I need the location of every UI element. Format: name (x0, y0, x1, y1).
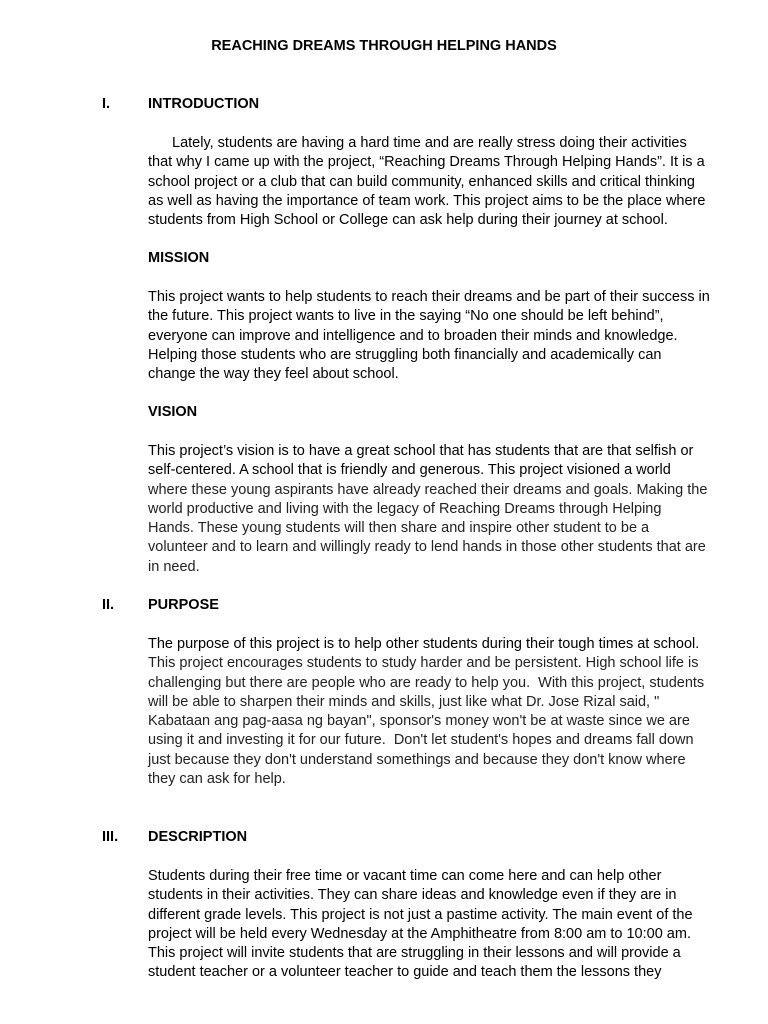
mission-paragraph (148, 288, 738, 384)
paragraph-line: challenging but there are people who are ready to help you. With this project, students (148, 674, 705, 691)
section-heading-mission: MISSION (148, 250, 210, 266)
section-heading-vision: VISION (148, 404, 198, 420)
section-heading-purpose: PURPOSE (148, 597, 219, 613)
description-paragraph (148, 867, 738, 983)
paragraph-line: Students during their free time or vacant time can come here and can help other (148, 868, 662, 884)
document-title: REACHING DREAMS THROUGH HELPING HANDS (211, 38, 557, 54)
paragraph-line: Lately, students are having a hard time and are really stress doing their activities (172, 135, 687, 151)
paragraph-line: This project will invite students that are struggling in their lessons and will provide a (148, 945, 681, 962)
paragraph-line: in need. (148, 558, 200, 575)
introduction-paragraph (148, 134, 738, 230)
paragraph-line: The purpose of this project is to help other students during their tough times at school. (148, 636, 700, 652)
paragraph-line: This project’s vision is to have a great school that has students that are that selfish or (148, 443, 694, 459)
paragraph-line: This project encourages students to study harder and be persistent. High school life is (148, 655, 699, 672)
section-numeral-description: III. (102, 829, 119, 845)
paragraph-line: just because they don't understand somethings and because they don't know where (148, 751, 686, 768)
section-numeral-purpose: II. (102, 597, 115, 613)
paragraph-line: Helping those students who are struggling both financially and academically can (148, 346, 662, 363)
paragraph-line: everyone can improve and intelligence and to broaden their minds and knowledge. (148, 327, 678, 344)
paragraph-line: project will be held every Wednesday at the Amphitheatre from 8:00 am to 10:00 am. (148, 925, 691, 942)
paragraph-line: students in their activities. They can share ideas and knowledge even if they are in (148, 887, 677, 904)
paragraph-line: Hands. These young students will then share and inspire other student to be a (148, 520, 650, 537)
paragraph-line: student teacher or a volunteer teacher to guide and teach them the lessons they (148, 964, 662, 981)
paragraph-line: school project or a club that can build community, enhanced skills and critical thinking (148, 173, 695, 190)
paragraph-line: This project wants to help students to reach their dreams and be part of their success in (148, 289, 710, 305)
section-numeral-introduction: I. (102, 96, 111, 112)
section-heading-introduction: INTRODUCTION (148, 96, 260, 112)
paragraph-line: where these young aspirants have already reached their dreams and goals. Making the (148, 481, 708, 498)
paragraph-line: will be able to sharpen their minds and skills, just like what Dr. Jose Rizal said, " (148, 693, 660, 710)
paragraph-line: as well as having the importance of team work. This project aims to be the place where (148, 192, 706, 209)
section-heading-description: DESCRIPTION (148, 829, 248, 845)
paragraph-line: they can ask for help. (148, 771, 286, 788)
paragraph-line: students from High School or College can ask help during their journey at school. (148, 212, 668, 229)
paragraph-line: world productive and living with the legacy of Reaching Dreams through Helping (148, 500, 662, 517)
paragraph-line: self-centered. A school that is friendly and generous. This project visioned a world (148, 462, 671, 479)
purpose-paragraph (148, 635, 738, 789)
paragraph-line: that why I came up with the project, “Reaching Dreams Through Helping Hands”. It is a (148, 154, 705, 171)
paragraph-line: Kabataan ang pag-aasa ng bayan", sponsor's money won't be at waste since we are (148, 713, 690, 730)
paragraph-line: using it and investing it for our future. Don't let student's hopes and dreams fall down (148, 732, 694, 749)
paragraph-line: the future. This project wants to live in the saying “No one should be left behind”, (148, 308, 664, 325)
paragraph-line: volunteer and to learn and willingly ready to lend hands in those other students that are (148, 539, 706, 556)
paragraph-line: change the way they feel about school. (148, 366, 399, 383)
paragraph-line: different grade levels. This project is not just a pastime activity. The main event of the (148, 906, 693, 923)
vision-paragraph (148, 442, 738, 577)
